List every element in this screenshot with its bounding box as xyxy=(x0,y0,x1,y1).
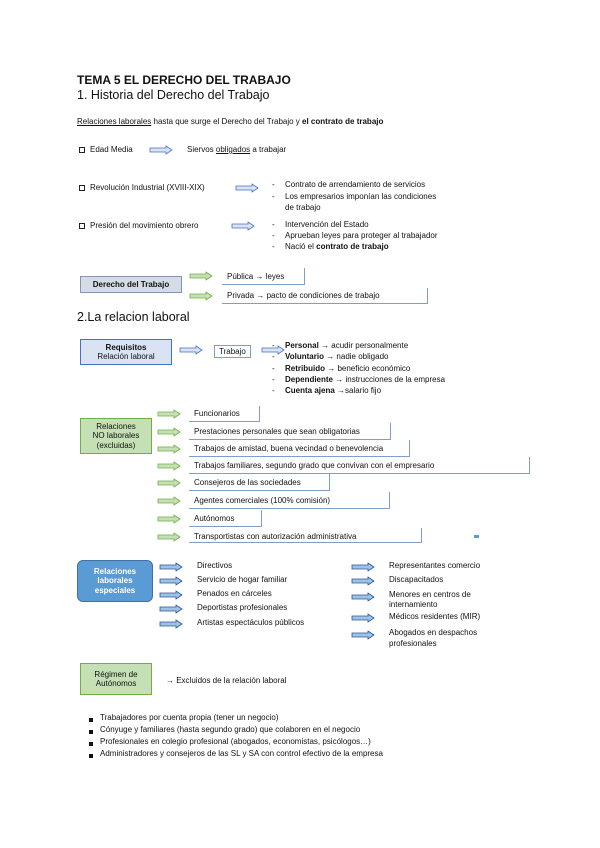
autonomos-bullet: Trabajadores por cuenta propia (tener un negocio) xyxy=(100,713,279,722)
no-laborales-box xyxy=(80,418,152,454)
especial-left-item: Deportistas profesionales xyxy=(197,603,288,612)
requisito-bold: Dependiente xyxy=(285,375,334,384)
derecho-trabajo-label: Derecho del Trabajo xyxy=(92,279,170,289)
especial-left-item: Penados en cárceles xyxy=(197,589,272,598)
no-laboral-item: Trabajos familiares, segundo grado que convivan con el empresario xyxy=(194,461,435,470)
especial-right-item: internamiento xyxy=(389,600,438,609)
arrow-right-icon xyxy=(232,222,258,231)
revolucion-item: Contrato de arrendamiento de servicios xyxy=(285,180,426,189)
requisito-rest: →salario fijo xyxy=(334,386,382,395)
especial-right-item: Representantes comercio xyxy=(389,561,481,570)
arrow-right-icon xyxy=(352,593,378,602)
arrow-right-icon xyxy=(158,479,184,488)
revolucion-item: Los empresarios imponían las condiciones xyxy=(285,192,437,201)
requisito-rest: → beneficio económico xyxy=(325,364,411,373)
arrow-right-icon xyxy=(158,445,184,454)
dash: - xyxy=(272,386,275,395)
requisitos-box xyxy=(80,339,172,365)
arrow-right-icon xyxy=(158,515,184,524)
dash: - xyxy=(272,231,275,240)
arrow-right-icon xyxy=(158,497,184,506)
no-laboral-item: Agentes comerciales (100% comisión) xyxy=(194,496,331,505)
dash: - xyxy=(272,341,275,350)
requisito-bold: Cuenta ajena xyxy=(285,386,335,395)
requisito-rest: → instrucciones de la empresa xyxy=(333,375,446,384)
requisitos-box-line2: Relación laboral xyxy=(97,352,155,361)
bullet-icon xyxy=(89,754,93,758)
especial-left-item: Servicio de hogar familiar xyxy=(197,575,288,584)
no-laborales-line3: (excluidas) xyxy=(96,440,136,450)
arrow-right-icon xyxy=(160,591,186,600)
especiales-line1: Relaciones xyxy=(93,567,137,577)
no-laboral-item: Autónomos xyxy=(194,514,235,523)
especial-right-item: Médicos residentes (MIR) xyxy=(389,612,481,621)
no-laboral-item: Prestaciones personales que sean obligatorias xyxy=(194,427,360,436)
checkbox-icon xyxy=(79,185,85,191)
intro-bold: el contrato de trabajo xyxy=(302,117,384,126)
arrow-right-icon xyxy=(352,614,378,623)
dash: - xyxy=(272,220,275,229)
requisito-bold: Voluntario xyxy=(285,352,324,361)
intro-line xyxy=(77,117,383,126)
edad-media-text-a: Siervos xyxy=(187,145,216,154)
arrow-right-icon xyxy=(158,428,184,437)
requisito-item xyxy=(285,386,381,395)
dash: - xyxy=(272,242,275,251)
especial-right-item: profesionales xyxy=(389,639,437,648)
trabajo-box: Trabajo xyxy=(214,345,251,358)
presion-item: Aprueban leyes para proteger al trabajador xyxy=(285,231,438,240)
arrow-right-icon xyxy=(158,462,184,471)
revolucion-item: de trabajo xyxy=(285,203,321,212)
edad-media-text xyxy=(187,145,286,154)
presion-item-last xyxy=(285,242,389,251)
requisito-bold: Personal xyxy=(285,341,319,350)
no-laborales-line2: NO laborales xyxy=(92,431,140,441)
especiales-line3: especiales xyxy=(94,585,136,595)
dash: - xyxy=(272,352,275,361)
arrow-right-icon xyxy=(180,346,206,355)
autonomos-line2: Autónomos xyxy=(95,679,137,688)
especiales-box xyxy=(77,560,153,602)
bullet-icon xyxy=(89,742,93,746)
autonomos-text: → Excluidos de la relación laboral xyxy=(166,676,287,685)
page-title: TEMA 5 EL DERECHO DEL TRABAJO xyxy=(77,73,291,87)
autonomos-box xyxy=(80,663,152,695)
no-laboral-item: Funcionarios xyxy=(194,409,240,418)
intro-middle: hasta que surge el Derecho del Trabajo y xyxy=(151,117,303,126)
especial-right-item: Discapacitados xyxy=(389,575,444,584)
arrow-right-icon xyxy=(160,605,186,614)
bullet-icon xyxy=(89,730,93,734)
arrow-right-icon xyxy=(190,272,216,281)
edad-media-label: Edad Media xyxy=(90,145,133,154)
presion-last-bold: contrato de trabajo xyxy=(316,242,389,251)
arrow-right-icon xyxy=(160,577,186,586)
arrow-right-icon xyxy=(158,410,184,419)
arrow-right-icon xyxy=(190,292,216,301)
no-laboral-item: Trabajos de amistad, buena vecindad o benevolencia xyxy=(194,444,384,453)
autonomos-bullet: Administradores y consejeros de las SL y SA con control efectivo de la empresa xyxy=(100,749,383,758)
dash: - xyxy=(272,192,275,201)
intro-underlined: Relaciones laborales xyxy=(77,117,152,126)
no-laborales-line1: Relaciones xyxy=(96,422,136,432)
arrow-right-icon xyxy=(150,146,176,155)
requisito-item xyxy=(285,364,410,373)
checkbox-icon xyxy=(79,147,85,153)
especial-left-item: Artistas espectáculos públicos xyxy=(197,618,305,627)
presion-label: Presión del movimiento obrero xyxy=(90,221,199,230)
edad-media-underlined: obligados xyxy=(215,145,251,154)
presion-item: Intervención del Estado xyxy=(285,220,369,229)
arrow-right-icon xyxy=(352,631,378,640)
arrow-right-icon xyxy=(158,533,184,542)
dash: - xyxy=(272,375,275,384)
arrow-right-icon xyxy=(160,620,186,629)
requisito-bold: Retribuido xyxy=(285,364,325,373)
arrow-right-icon xyxy=(352,577,378,586)
especiales-line2: laborales xyxy=(97,576,133,586)
presion-last-prefix: Nació el xyxy=(285,242,317,251)
derecho-trabajo-box xyxy=(80,276,182,293)
bullet-icon xyxy=(89,718,93,722)
no-laboral-item: Consejeros de las sociedades xyxy=(194,478,301,487)
arrow-right-icon xyxy=(160,563,186,572)
requisitos-box-line1: Requisitos xyxy=(105,342,147,352)
mark-decoration xyxy=(474,535,479,538)
autonomos-line1: Régimen de xyxy=(94,669,138,679)
requisito-item xyxy=(285,341,408,350)
section-2-heading: 2.La relacion laboral xyxy=(77,310,190,324)
autonomos-bullet: Profesionales en colegio profesional (abogados, economistas, psicólogos…) xyxy=(100,737,371,746)
requisito-item xyxy=(285,375,445,384)
requisito-rest: → nadie obligado xyxy=(323,352,389,361)
autonomos-bullet: Cónyuge y familiares (hasta segundo grado) que colaboren en el negocio xyxy=(100,725,361,734)
requisito-item xyxy=(285,352,388,361)
checkbox-icon xyxy=(79,223,85,229)
especial-right-item: Abogados en despachos xyxy=(389,628,478,637)
edad-media-text-b: a trabajar xyxy=(250,145,287,154)
section-1-heading: 1. Historia del Derecho del Trabajo xyxy=(77,88,270,102)
publica-text: Pública → leyes xyxy=(227,272,285,281)
privada-text: Privada → pacto de condiciones de trabajo xyxy=(227,291,380,300)
especial-left-item: Directivos xyxy=(197,561,233,570)
arrow-right-icon xyxy=(236,184,262,193)
especial-right-item: Menores en centros de xyxy=(389,590,471,599)
dash: - xyxy=(272,180,275,189)
no-laboral-item: Transportistas con autorización administrativa xyxy=(194,532,357,541)
arrow-right-icon xyxy=(352,563,378,572)
requisito-rest: → acudir personalmente xyxy=(318,341,409,350)
dash: - xyxy=(272,364,275,373)
revolucion-label: Revolución Industrial (XVIII-XIX) xyxy=(90,183,205,192)
